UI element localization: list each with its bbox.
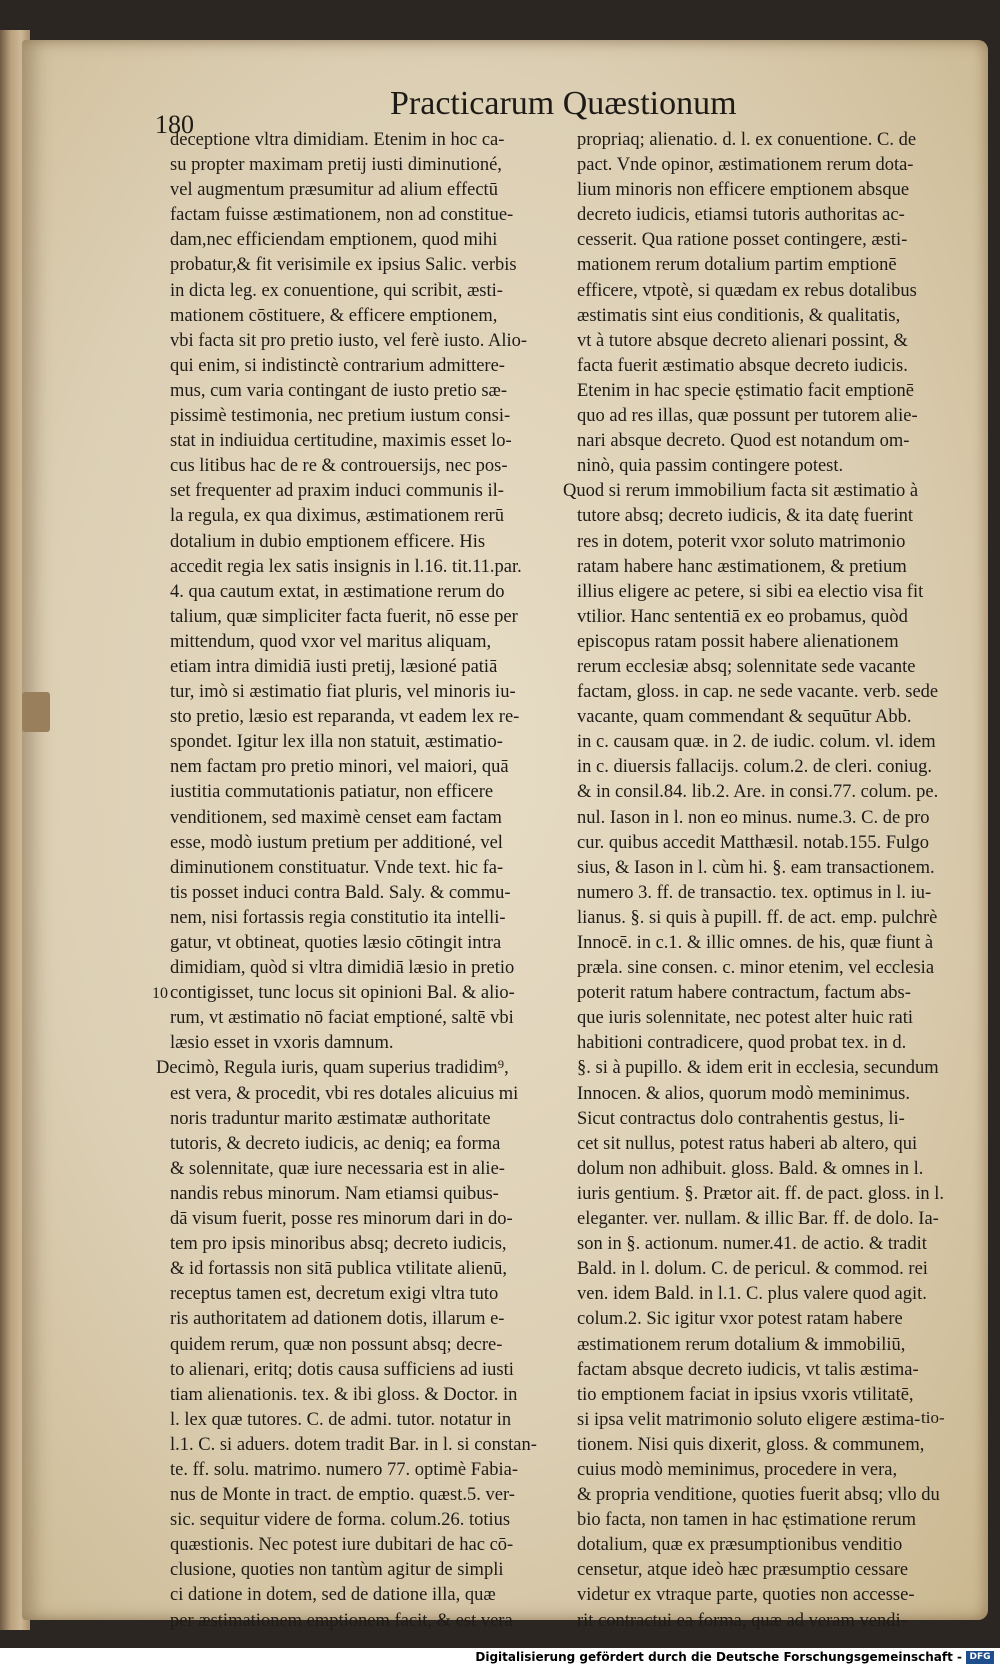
text-line: etiam intra dimidiā iusti pretij, læsioné patiā (170, 656, 498, 677)
footer-bar (0, 1648, 1000, 1667)
text-line: spondet. Igitur lex illa non statuit, æstimatio- (170, 732, 503, 753)
text-line: nem, nisi fortassis regia constitutio ita intelli- (170, 907, 506, 928)
text-line: tiam alienationis. tex. & ibi gloss. & Doctor. in (170, 1384, 518, 1405)
text-line: deceptione vltra dimidiam. Etenim in hoc ca- (170, 130, 505, 150)
text-line: rerum ecclesiæ absq; solennitate sede vacante (577, 656, 916, 677)
page-number: 180 (155, 110, 194, 139)
margin-number: 10 (152, 985, 168, 1002)
text-line: venditionem, sed maximè censet eam factam (170, 807, 502, 828)
text-line: rit contractui ea forma, quæ ad veram vendi- (577, 1610, 907, 1631)
text-line: factam fuisse æstimationem, non ad constitue- (170, 205, 514, 226)
text-line: cet sit nullus, potest ratus haberi ab altero, qui (577, 1133, 918, 1154)
text-line: probatur,& fit verisimile ex ipsius Salic. verbis (170, 255, 517, 276)
text-line: dolum non adhibuit. gloss. Bald. & omnes in l. (577, 1158, 924, 1179)
text-line: ris authoritatem ad dationem dotis, illarum e- (170, 1309, 505, 1330)
text-line: eleganter. ver. nullam. & illic Bar. ff. de dolo. Ia- (577, 1209, 939, 1230)
catchword: tio- (921, 1408, 945, 1427)
text-line: decreto iudicis, etiamsi tutoris authoritas ac- (577, 205, 905, 226)
text-line: quidem rerum, quæ non possunt absq; decre- (170, 1334, 503, 1355)
text-line: mationem rerum dotalium partim emptionē (577, 255, 897, 276)
text-line: factam, gloss. in cap. ne sede vacante. verb. sede (577, 682, 939, 703)
text-line: videtur ex vtraque parte, quoties non accesse- (577, 1585, 915, 1606)
text-line: clusione, quoties non tantùm agitur de simpli (170, 1560, 504, 1581)
text-line: esse, modò iustum pretium per additioné, vel (170, 832, 503, 853)
text-line: in c. diuersis fallacijs. colum.2. de cleri. coniug. (577, 757, 932, 778)
text-line: mittendum, quod vxor vel maritus aliquam, (170, 631, 492, 652)
text-line: te. ff. solu. matrimo. numero 77. optimè Fabia- (170, 1459, 519, 1480)
text-line: pissimè testimonia, nec pretium iustum consi- (170, 406, 511, 427)
text-line: dotalium in dubio emptionem efficere. His (170, 531, 486, 552)
text-line: sic. sequitur videre de forma. colum.26. totius (170, 1510, 511, 1531)
text-line: numero 3. ff. de transactio. tex. optimus in l. iu- (577, 882, 932, 903)
text-line: si ipsa velit matrimonio soluto eligere æstima- (577, 1409, 921, 1430)
text-line: æstimationem rerum dotalium & immobiliū, (577, 1334, 906, 1355)
text-line: 4. qua cautum extat, in æstimatione rerum do (170, 581, 505, 602)
running-head: Practicarum Quæstionum (390, 85, 737, 122)
text-line: talium, quæ simpliciter facta fuerit, nō esse per (170, 606, 518, 627)
text-line: facta fuerit æstimatio absque decreto iudicis. (577, 355, 908, 376)
dfg-logo: DFG (966, 1651, 994, 1664)
text-line: Quod si rerum immobilium facta sit æstimatio à (563, 481, 919, 502)
text-line: illius eligere ac petere, si sibi ea electio visa fit (577, 581, 924, 602)
text-line: tur, imò si æstimatio fiat pluris, vel minoris iu- (170, 682, 516, 703)
text-line: gatur, vt obtineat, quoties læsio cōtingit intra (170, 933, 502, 953)
text-line: nus de Monte in tract. de emptio. quæst.5. ver- (170, 1485, 515, 1506)
text-line: cesserit. Qua ratione posset contingere, æsti- (577, 230, 908, 251)
text-line: accedit regia lex satis insignis in l.16. tit.11.par. (170, 556, 522, 577)
text-line: præla. sine consen. c. minor etenim, vel ecclesia (577, 958, 935, 979)
text-line: cus litibus hac de re & controuersijs, nec pos- (170, 456, 508, 477)
text-line: iustitia commutationis patiatur, non efficere (170, 782, 494, 803)
text-line: qui enim, si indistinctè contrarium admittere- (170, 355, 505, 376)
text-line: tis posset induci contra Bald. Saly. & commu- (170, 882, 511, 903)
text-line: nem factam pro pretio minori, vel maiori, quā (170, 757, 509, 778)
text-line: nandis rebus minorum. Nam etiamsi quibus- (170, 1183, 499, 1204)
text-line: stat in indiuidua certitudine, maximis esset lo- (170, 431, 512, 452)
text-line: rum, vt æstimatio nō faciat emptioné, saltē vbi (170, 1008, 514, 1029)
text-line: pact. Vnde opinor, æstimationem rerum dota- (577, 155, 914, 176)
text-line: bio facta, non tamen in hac ęstimatione rerum (577, 1510, 917, 1531)
text-line: noris traduntur marito æstimatæ authoritate (170, 1108, 491, 1129)
text-line: su propter maximam pretij iusti diminutioné, (170, 155, 502, 176)
text-line: cuius modò meminimus, procedere in vera, (577, 1459, 898, 1480)
text-line: ven. idem Bald. in l.1. C. plus valere quod agit. (577, 1284, 927, 1305)
text-line: Innocē. in c.1. & illic omnes. de his, quæ fiunt à (577, 933, 934, 953)
text-line: tem pro ipsis minoribus absq; decreto iudicis, (170, 1234, 507, 1255)
text-line: vel augmentum præsumitur ad alium effectū (170, 180, 498, 201)
text-line: factam absque decreto iudicis, vt talis æstima- (577, 1359, 919, 1380)
text-line: iuris gentium. §. Prætor ait. ff. de pact. gloss. in l. (577, 1183, 945, 1204)
text-line: & propria venditione, quoties fuerit absq; vllo du (577, 1485, 940, 1506)
text-line: la regula, ex qua diximus, æstimationem rerū (170, 506, 504, 527)
text-line: læsio esset in vxoris damnum. (170, 1033, 394, 1054)
text-line: & in consil.84. lib.2. Are. in consi.77. colum. pe. (577, 782, 939, 803)
text-line: tio emptionem faciat in ipsius vxoris vtilitatē, (577, 1384, 914, 1405)
text-line: episcopus ratam possit habere alienationem (577, 631, 899, 652)
text-line: in c. causam quæ. in 2. de iudic. colum. vl. idem (577, 732, 936, 753)
text-line: propriaq; alienatio. d. l. ex conuentione. C. de (577, 130, 917, 150)
text-line: diminutionem constituatur. Vnde text. hic fa- (170, 857, 504, 878)
text-line: mationem cōstituere, & efficere emptionem, (170, 305, 498, 326)
text-line: ci datione in dotem, sed de datione illa, quæ (170, 1585, 496, 1606)
text-line: Bald. in l. dolum. C. de pericul. & commod. rei (577, 1259, 928, 1280)
text-line: que iuris solennitate, nec potest alter huic rati (577, 1008, 913, 1029)
text-line: res in dotem, poterit vxor soluto matrimonio (577, 531, 906, 552)
text-line: cur. quibus accedit Matthæsil. notab.155. Fulgo (577, 832, 929, 853)
text-line: to alienari, eritq; dotis causa sufficiens ad iusti (170, 1359, 514, 1380)
text-line: æstimatis sint eius conditionis, & qualitatis, (577, 305, 901, 326)
text-line: tionem. Nisi quis dixerit, gloss. & communem, (577, 1434, 925, 1455)
text-line: vt à tutore absque decreto alienari possint, & (577, 330, 908, 351)
text-line: tutore absq; decreto iudicis, & ita datę fuerint (577, 506, 913, 527)
text-line: mus, cum varia contingant de iusto pretio sæ- (170, 380, 508, 401)
text-line: l. lex quæ tutores. C. de admi. tutor. notatur in (170, 1409, 512, 1430)
text-line: lianus. §. si quis à pupill. ff. de act. emp. pulchrè (577, 907, 938, 928)
text-line: & id fortassis non sitā publica vtilitate alienū, (170, 1259, 508, 1280)
text-line: l.1. C. si aduers. dotem tradit Bar. in l. si constan- (170, 1434, 537, 1455)
text-line: dam,nec efficiendam emptionem, quod mihi (170, 230, 498, 251)
text-line: receptus tamen est, decretum exigi vltra tuto (170, 1284, 499, 1305)
right-column (563, 128, 947, 1634)
text-line: dā visum fuerit, posse res minorum dari in do- (170, 1209, 513, 1230)
text-line: lium minoris non efficere emptionem absque (577, 180, 910, 201)
text-line: son in §. actionum. numer.41. de actio. & tradit (577, 1234, 927, 1255)
text-line: poterit ratum habere contractum, factum abs- (577, 983, 911, 1004)
text-line: Decimò, Regula iuris, quam superius tradidim⁹, (156, 1058, 509, 1079)
text-line: quo ad res illas, quæ possunt per tutorem alie- (577, 406, 918, 427)
text-line: set frequenter ad praxim induci communis il- (170, 481, 504, 502)
text-line: sto pretio, læsio est reparanda, vt eadem lex re- (170, 707, 520, 728)
text-line: vbi facta sit pro pretio iusto, vel ferè iusto. Alio- (170, 330, 528, 351)
text-line: sius, & Iason in l. cùm hi. §. eam transactionem. (577, 857, 935, 878)
text-line: habitioni contradicere, quod probat tex. in d. (577, 1033, 907, 1054)
text-line: Sicut contractus dolo contrahentis gestus, li- (577, 1108, 905, 1129)
text-line: colum.2. Sic igitur vxor potest ratam habere (577, 1309, 903, 1330)
text-line: quæstionis. Nec potest iure dubitari de hac cō- (170, 1535, 514, 1556)
text-line: §. si à pupillo. & idem erit in ecclesia, secundum (577, 1058, 939, 1079)
page-tab (22, 692, 50, 732)
text-line: per æstimationem emptionem facit, & est vera (170, 1610, 513, 1631)
text-line: dimidiam, quòd si vltra dimidiā læsio in pretio (170, 958, 515, 979)
text-line: vacante, quam commendant & sequūtur Abb. (577, 707, 912, 728)
text-line: ratam habere hanc æstimationem, & pretium (577, 556, 907, 577)
text-line: & solennitate, quæ iure necessaria est in alie- (170, 1158, 505, 1179)
text-line: Innocen. & alios, quorum modò meminimus. (577, 1083, 910, 1104)
text-line: dotalium, quæ ex præsumptionibus venditio (577, 1535, 903, 1556)
text-line: ninò, quia passim contingere potest. (577, 456, 844, 477)
text-line: efficere, vtpotè, si quædam ex rebus dotalibus (577, 280, 917, 301)
text-line: in dicta leg. ex conuentione, qui scribit, æsti- (170, 280, 503, 301)
text-line: est vera, & procedit, vbi res dotales alicuius mi (170, 1083, 519, 1104)
text-line: censetur, atque ideò hæc præsumptio cessare (577, 1560, 909, 1581)
text-line: tutoris, & decreto iudicis, ac deniq; ea forma (170, 1133, 501, 1154)
text-line: nari absque decreto. Quod est notandum om- (577, 431, 910, 452)
text-line: vtilior. Hanc sententiā ex eo probamus, quòd (577, 606, 908, 627)
text-line: Etenim in hac specie ęstimatio facit emptionē (577, 380, 914, 401)
text-line: nul. Iason in l. non eo minus. nume.3. C. de pro (577, 807, 930, 828)
text-line: contigisset, tunc locus sit opinioni Bal. & alio- (170, 983, 515, 1004)
footer-credit: Digitalisierung gefördert durch die Deutsche Forschungsgemeinschaft - (475, 1650, 962, 1664)
